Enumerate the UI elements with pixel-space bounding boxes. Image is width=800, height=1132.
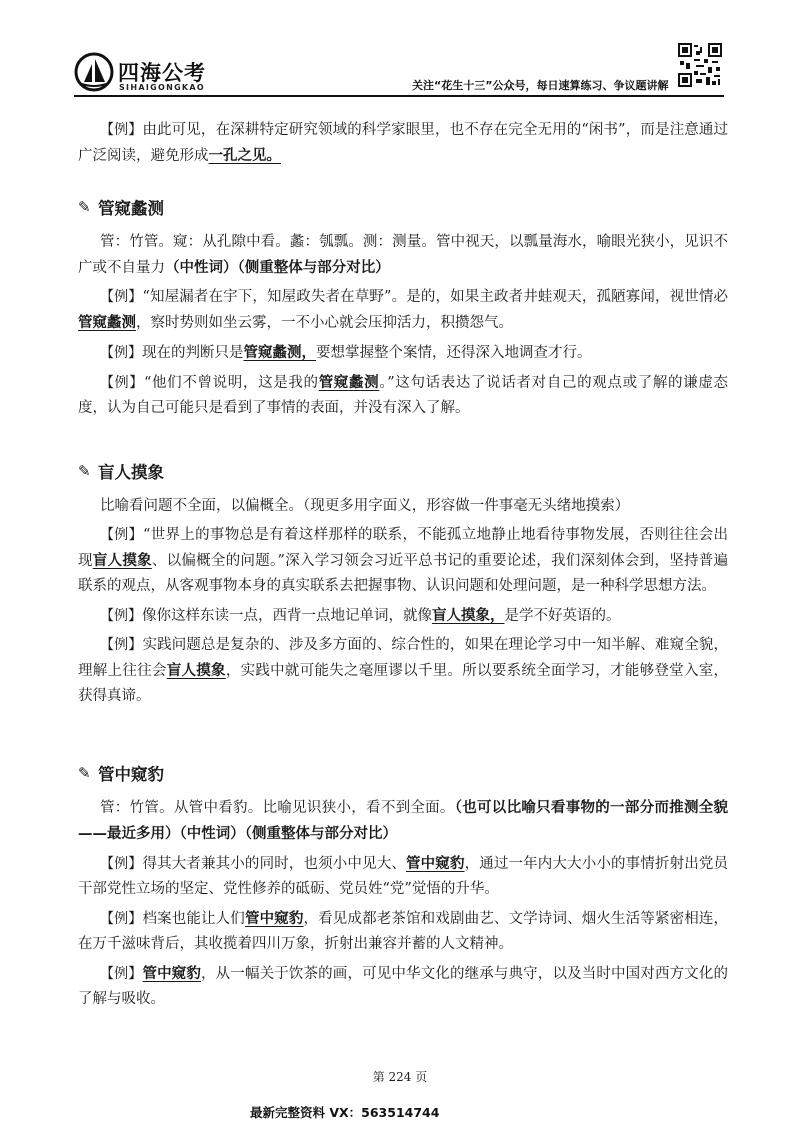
example-paragraph: 【例】得其大者兼其小的同时，也须小中见大、管中窥豹，通过一年内大大小小的事情折射出党员干部党性立场的坚定、党性修养的砥砺、党员姓“党”觉悟的升华。 bbox=[78, 855, 729, 897]
brand-name: 四海公考 bbox=[118, 61, 206, 85]
pencil-icon: ✎ bbox=[78, 462, 91, 480]
idiom-keyword: 管中窥豹 bbox=[142, 965, 202, 982]
idiom-section bbox=[78, 195, 728, 421]
intro-example bbox=[78, 118, 728, 169]
page-number: 第 224 页 bbox=[372, 1070, 428, 1084]
pencil-icon: ✎ bbox=[78, 198, 91, 216]
idiom-definition: 比喻看问题不全面，以偏概全。（现更多用字面义，形容做一件事毫无头绪地摸索） bbox=[100, 498, 630, 514]
example-tag: 【例】 bbox=[100, 911, 143, 927]
example-tag: 【例】 bbox=[100, 122, 143, 138]
example-text: 由此可见，在深耕特定研究领域的科学家眼里，也不存在完全无用的“闲书”，而是注意通过广泛阅读，避免形成 bbox=[78, 122, 729, 164]
definition-note: （也可以比喻只看事物的一部分而推测全貌——最近多用）（中性词）（侧重整体与部分对比） bbox=[78, 800, 729, 842]
section-title-text: 管窥蠡测 bbox=[98, 199, 164, 218]
section-title bbox=[78, 761, 728, 785]
idiom-keyword: 盲人摸象 bbox=[166, 662, 226, 679]
qr-code-icon bbox=[678, 43, 722, 87]
pencil-icon: ✎ bbox=[78, 764, 91, 782]
idiom-keyword: 一孔之见。 bbox=[208, 147, 281, 164]
example-paragraph: 【例】实践问题总是复杂的、涉及多方面的、综合性的，如果在理论学习中一知半解、难窥全貌，理解上往往会盲人摸象，实践中就可能失之毫厘谬以千里。所以要系统全面学习，才能够登堂入室，获得真谛。 bbox=[78, 637, 729, 704]
header-divider bbox=[74, 95, 724, 97]
section-title-text: 盲人摸象 bbox=[98, 463, 164, 482]
example-paragraph: 【例】现在的判断只是管窥蠡测，要想掌握整个案情，还得深入地调查才行。 bbox=[100, 344, 592, 361]
idiom-keyword: 管中窥豹 bbox=[406, 855, 465, 872]
example-paragraph: 【例】“世界上的事物总是有着这样那样的联系，不能孤立地静止地看待事物发展，否则往往会出现盲人摸象、以偏概全的问题。”深入学习领会习近平总书记的重要论述，我们深刻体会到，坚持普遍联系的观点，从客观事物本身的真实联系去把握事物、认识问题和处理问题，是一种科学思想方法。 bbox=[78, 527, 729, 594]
section-title bbox=[78, 459, 728, 483]
example-paragraph: 【例】“知屋漏者在宇下，知屋政失者在草野”。是的，如果主政者井蛙观天，孤陋寡闻，视世情必管窥蠡测，察时势则如坐云雾，一不小心就会压抑活力，积攒怨气。 bbox=[78, 289, 729, 331]
header-slogan: 关注“花生十三”公众号，每日速算练习、争议题讲解 bbox=[412, 79, 669, 92]
example-tag: 【例】 bbox=[100, 856, 143, 872]
brand-name-en: SIHAIGONGKAO bbox=[119, 83, 206, 92]
sailboat-logo-icon bbox=[74, 52, 114, 92]
example-paragraph: 【例】管中窥豹，从一幅关于饮茶的画，可见中华文化的继承与典守，以及当时中国对西方文化的了解与吸收。 bbox=[78, 965, 729, 1007]
section-title bbox=[78, 195, 728, 219]
example-tag: 【例】 bbox=[100, 527, 143, 543]
example-paragraph: 【例】档案也能让人们管中窥豹，看见成都老茶馆和戏剧曲艺、文学诗词、烟火生活等紧密相连，在万千滋味背后，其收揽着四川万象，折射出兼容并蓄的人文精神。 bbox=[78, 910, 729, 952]
idiom-keyword: 管窥蠡测， bbox=[243, 344, 316, 361]
idiom-keyword: 盲人摸象， bbox=[432, 607, 505, 624]
example-paragraph: 【例】像你这样东读一点，西背一点地记单词，就像盲人摸象，是学不好英语的。 bbox=[100, 607, 621, 624]
definition-note: （中性词）（侧重整体与部分对比） bbox=[165, 260, 390, 276]
example-tag: 【例】 bbox=[100, 608, 142, 624]
idiom-keyword: 管窥蠡测 bbox=[78, 314, 136, 331]
section-title-text: 管中窥豹 bbox=[98, 765, 164, 784]
example-tag: 【例】 bbox=[100, 966, 143, 982]
idiom-keyword: 管中窥豹 bbox=[244, 910, 304, 927]
example-tag: 【例】 bbox=[100, 637, 143, 653]
page-header bbox=[0, 0, 800, 105]
page-content bbox=[78, 118, 728, 1016]
idiom-definition: 管：竹管。从管中看豹。比喻见识狭小，看不到全面。（也可以比喻只看事物的一部分而推测全貌——最近多用）（中性词）（侧重整体与部分对比） bbox=[78, 800, 729, 842]
idiom-keyword: 管窥蠡测 bbox=[318, 374, 380, 391]
example-tag: 【例】 bbox=[100, 289, 143, 305]
footer-contact-note: 最新完整资料 VX：563514744 bbox=[250, 1105, 440, 1120]
idiom-section bbox=[78, 761, 728, 1012]
idiom-definition: 管：竹管。窥：从孔隙中看。蠡：瓠瓢。测：测量。管中视天，以瓢量海水，喻眼光狭小，见识不广或不自量力（中性词）（侧重整体与部分对比） bbox=[78, 234, 728, 276]
idiom-keyword: 盲人摸象 bbox=[92, 552, 152, 569]
idiom-section bbox=[78, 459, 728, 709]
example-tag: 【例】 bbox=[100, 345, 142, 361]
example-paragraph: 【例】“他们不曾说明，这是我的管窥蠡测。”这句话表达了说话者对自己的观点或了解的谦虚态度，认为自己可能只是看到了事情的表面，并没有深入了解。 bbox=[78, 374, 729, 416]
example-tag: 【例】 bbox=[100, 375, 144, 391]
